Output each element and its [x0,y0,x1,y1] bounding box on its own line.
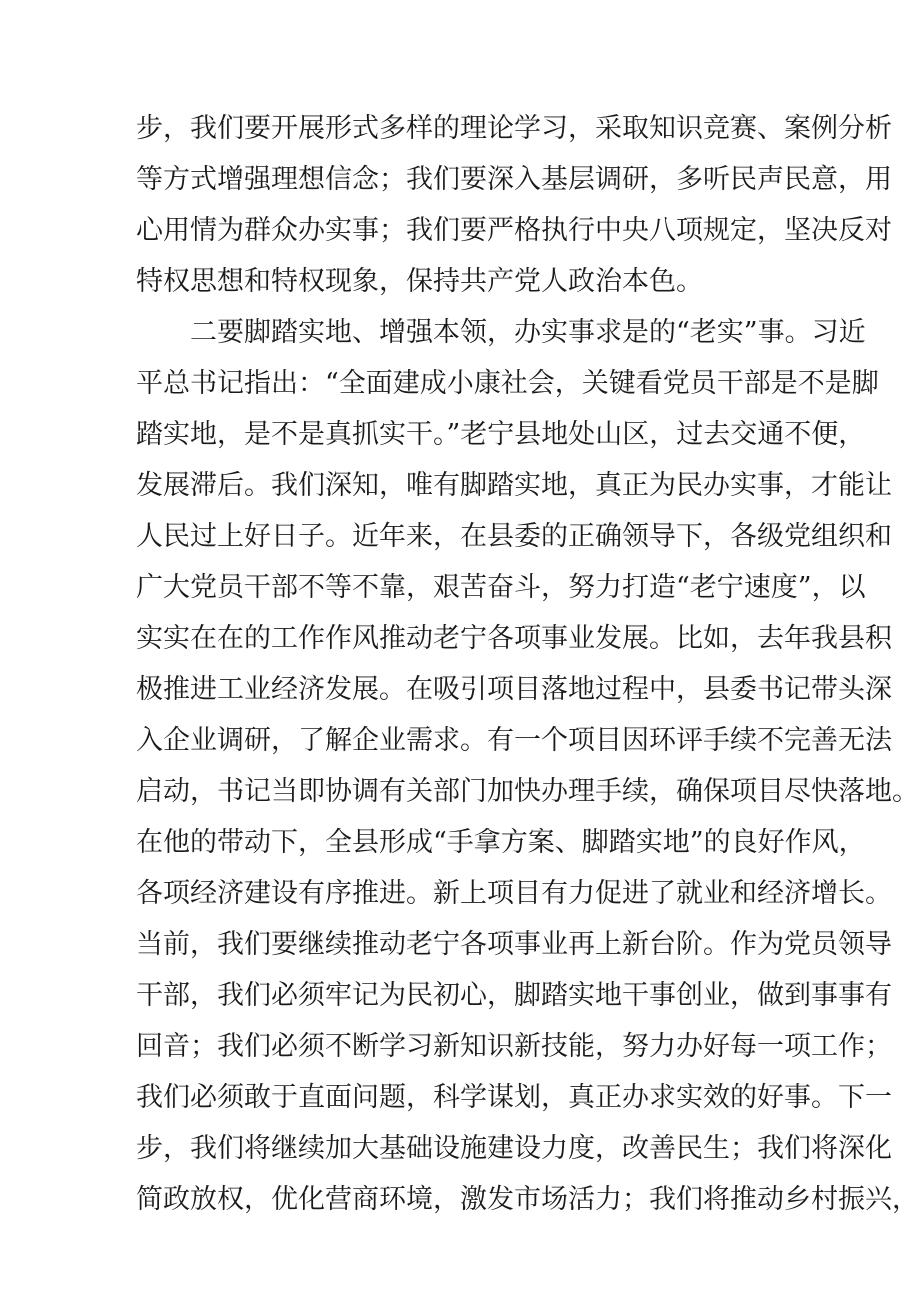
text-line: 干部，我们必须牢记为民初心，脚踏实地干事创业，做到事事有 [136,980,892,1011]
text-line: 启动，书记当即协调有关部门加快办理手续，确保项目尽快落地。 [136,776,919,807]
text-line: 我们必须敢于直面问题，科学谋划，真正办求实效的好事。下一 [136,1082,892,1113]
text-line: 步，我们将继续加大基础设施建设力度，改善民生；我们将深化 [136,1133,892,1164]
text-line: 实实在在的工作作风推动老宁各项事业发展。比如，去年我县积 [136,623,892,654]
text-line: 等方式增强理想信念；我们要深入基层调研，多听民声民意，用 [136,164,892,195]
text-line: 在他的带动下，全县形成“手拿方案、脚踏实地”的良好作风， [136,827,866,858]
text-line: 心用情为群众办实事；我们要严格执行中央八项规定，坚决反对 [136,215,892,246]
text-line: 平总书记指出：“全面建成小康社会，关键看党员干部是不是脚 [136,368,879,399]
paragraph-start-line: 二要脚踏实地、增强本领，办实事求是的“老实”事。习近 [190,317,866,348]
body-text [136,103,919,1225]
text-line: 当前，我们要继续推动老宁各项事业再上新台阶。作为党员领导 [136,929,892,960]
text-line: 极推进工业经济发展。在吸引项目落地过程中，县委书记带头深 [136,674,892,705]
text-line: 人民过上好日子。近年来，在县委的正确领导下，各级党组织和 [136,521,892,552]
text-line: 踏实地，是不是真抓实干。”老宁县地处山区，过去交通不便， [136,419,866,450]
text-line: 特权思想和特权现象，保持共产党人政治本色。 [136,266,703,297]
text-line: 各项经济建设有序推进。新上项目有力促进了就业和经济增长。 [136,878,892,909]
text-line: 广大党员干部不等不靠，艰苦奋斗，努力打造“老宁速度”，以 [136,572,866,603]
text-line: 入企业调研，了解企业需求。有一个项目因环评手续不完善无法 [136,725,892,756]
text-line: 步，我们要开展形式多样的理论学习，采取知识竞赛、案例分析 [136,113,892,144]
text-line: 发展滞后。我们深知，唯有脚踏实地，真正为民办实事，才能让 [136,470,892,501]
text-line: 回音；我们必须不断学习新知识新技能，努力办好每一项工作； [136,1031,892,1062]
text-line: 简政放权，优化营商环境，激发市场活力；我们将推动乡村振兴， [136,1184,919,1215]
